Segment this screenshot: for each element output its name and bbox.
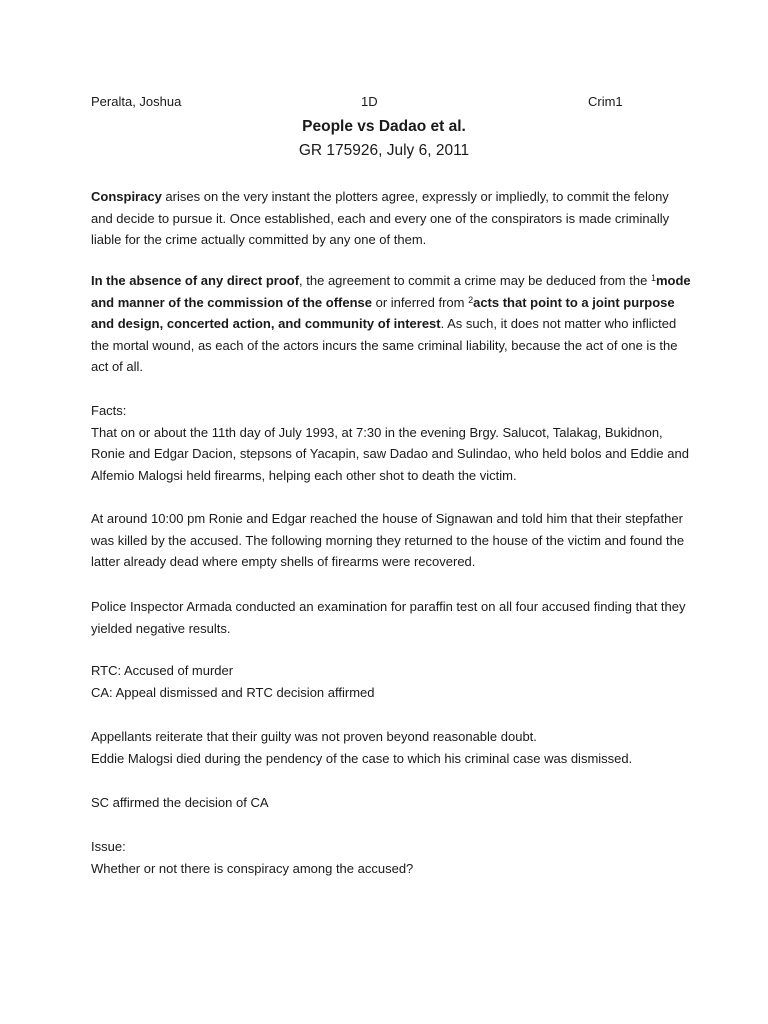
absence-lead: In the absence of any direct proof — [91, 273, 300, 288]
lower-court-rulings — [91, 660, 691, 703]
issue-heading: Issue: — [91, 839, 126, 854]
absence-text-2: or inferred from — [371, 294, 469, 310]
facts-heading: Facts: — [91, 403, 127, 418]
issue-question: Whether or not there is conspiracy among the accused? — [91, 860, 414, 876]
sc-ruling — [91, 792, 691, 814]
conspiracy-definition-text: arises on the very instant the plotters agree, expressly or impliedly, to commit the felony and decide to pursue it. Once established, each and every one of the conspirators is made criminally liable for the crime actually committed by any one of them. — [91, 189, 670, 248]
absence-text-1: , the agreement to commit a crime may be deduced from the — [299, 273, 651, 288]
conspiracy-term: Conspiracy — [91, 189, 162, 204]
appeal-line-2: Eddie Malogsi died during the pendency of the case to which his criminal case was dismissed. — [91, 750, 633, 766]
footnote-marker-2: 2 — [468, 294, 474, 305]
rtc-ruling: RTC: Accused of murder — [91, 663, 234, 678]
case-citation: GR 175926, July 6, 2011 — [298, 142, 470, 159]
facts-paragraph-3 — [91, 596, 691, 639]
document-header — [91, 94, 681, 112]
student-name: Peralta, Joshua — [91, 94, 182, 109]
joint-purpose: acts that point to a joint purpose and design, concerted action, and community of interest — [91, 294, 675, 332]
facts-section — [91, 400, 691, 486]
facts-paragraph-1: That on or about the 11th day of July 1993, at 7:30 in the evening Brgy. Salucot, Talakag, Bukidnon, Ronie and Edgar Dacion, stepsons of Yacapin, saw Dadao and Sulindao, who held bolos and Eddie and Alfemio Malogsi held firearms, helping each other shot to death the victim. — [91, 424, 689, 483]
footnote-marker-1: 1 — [650, 273, 656, 283]
section-label: 1D — [361, 94, 378, 109]
mode-and-manner: mode and manner of the commission of the offense — [91, 273, 691, 310]
absence-of-proof-paragraph — [91, 270, 691, 378]
case-title: People vs Dadao et al. — [302, 118, 466, 135]
appeal-line-1: Appellants reiterate that their guilty was not proven beyond reasonable doubt. — [91, 729, 537, 744]
sc-ruling-text: SC affirmed the decision of CA — [91, 795, 269, 810]
ca-ruling: CA: Appeal dismissed and RTC decision affirmed — [91, 684, 375, 700]
facts-paragraph-2-text: At around 10:00 pm Ronie and Edgar reached the house of Signawan and told him that their stepfather was killed by the accused. The following morning they returned to the house of the victim and found the latter already dead where empty shells of firearms were recovered. — [91, 511, 685, 570]
appeal-section — [91, 726, 691, 769]
issue-section — [91, 836, 691, 879]
subject-label: Crim1 — [588, 94, 623, 109]
absence-text-3: . As such, it does not matter who inflicted the mortal wound, as each of the actors incurs the same criminal liability, because the act of one is the act of all. — [91, 316, 678, 375]
conspiracy-definition-paragraph — [91, 186, 691, 251]
facts-paragraph-2 — [91, 508, 691, 573]
facts-paragraph-3-text: Police Inspector Armada conducted an examination for paraffin test on all four accused finding that they yielded negative results. — [91, 599, 686, 636]
